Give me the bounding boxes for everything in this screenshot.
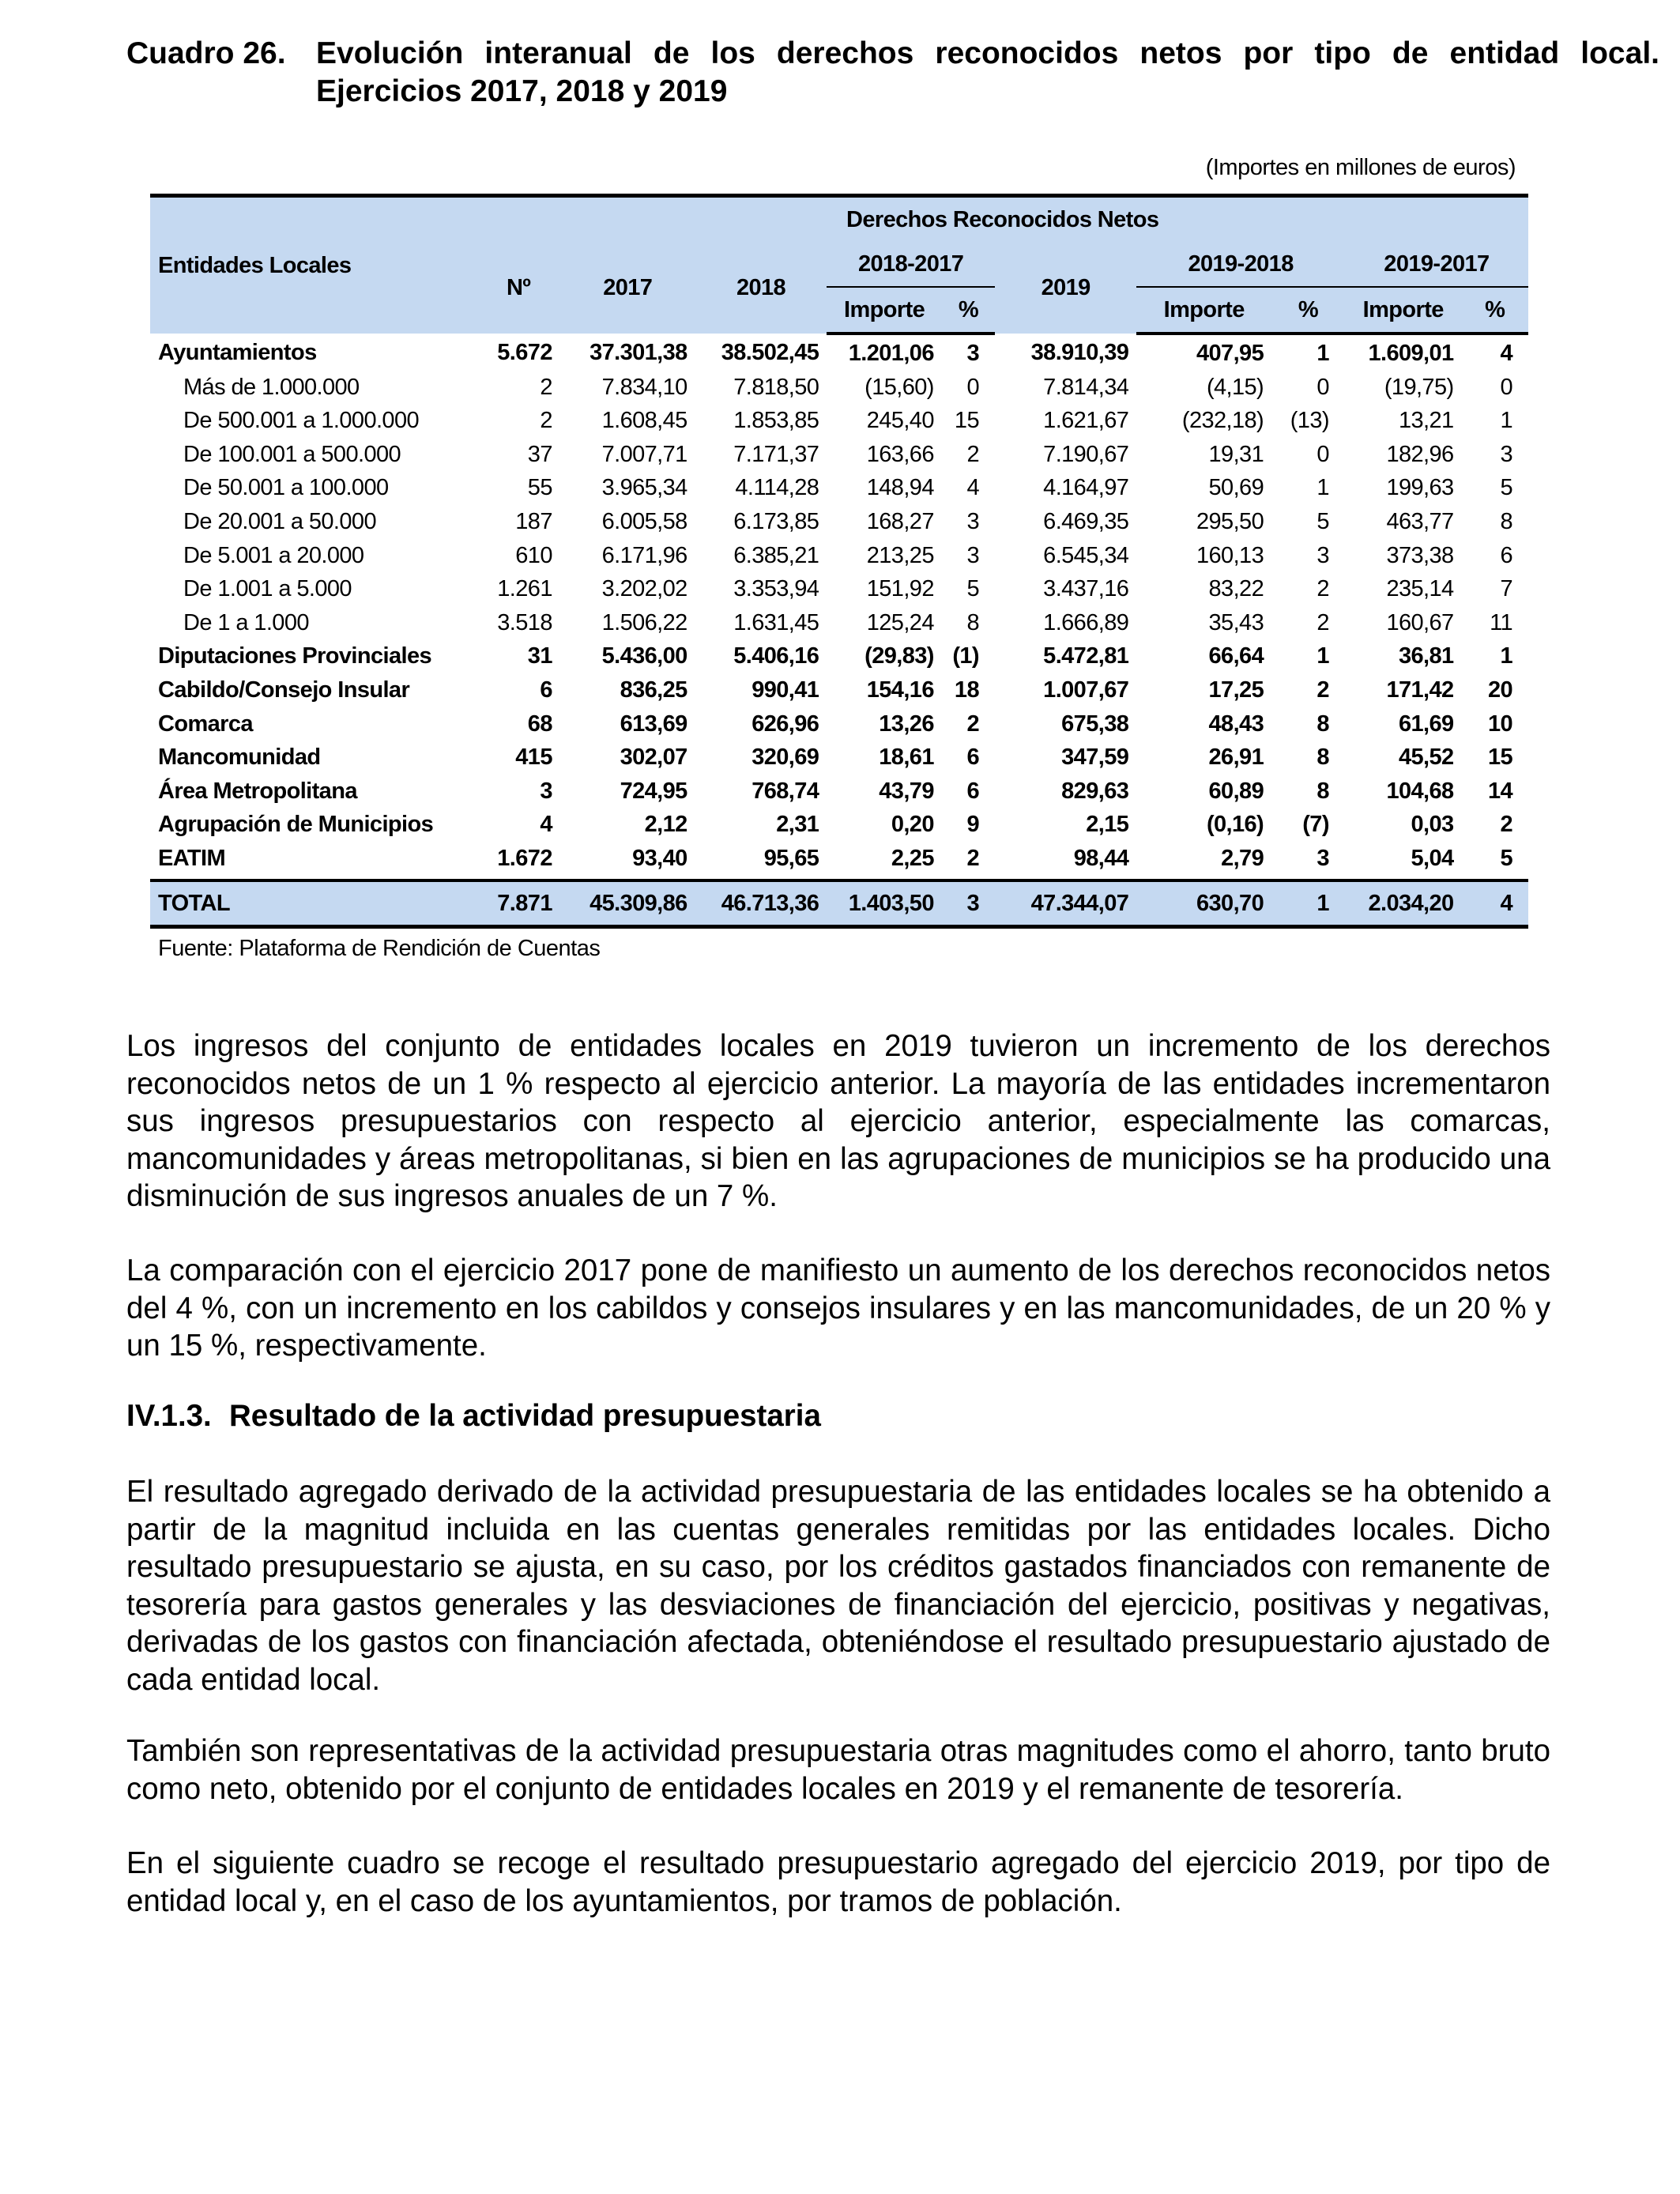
cell-importe-2018-2017: 1.403,50 [827,880,942,927]
cell-2017: 6.005,58 [601,508,687,534]
cell-pct-2019-2018: (13) [1290,408,1329,434]
cell-pct-2019-2017: 1 [1500,643,1512,669]
cell-importe-2019-2018: 83,22 [1208,576,1264,602]
cell-importe-2019-2017: (19,75) [1384,374,1454,400]
cell-2019: 98,44 [995,842,1136,880]
cell-pct-2019-2017: 4 [1500,341,1512,366]
cell-importe-2019-2018: 630,70 [1136,880,1271,927]
cell-pct-2018-2017: 8 [966,609,979,635]
cell-2017: 1.608,45 [601,408,687,434]
cell-importe-2019-2018: (232,18) [1181,408,1264,434]
cell-n: 5.672 [497,340,552,365]
cell-2019: 6.469,35 [1043,508,1129,534]
header-importe: Importe [827,287,942,334]
table-row [150,438,1528,472]
cell-n: 610 [515,542,552,568]
cell-name: Área Metropolitana [158,778,357,804]
cell-n: 2 [540,408,552,434]
caption-text: Evolución interanual de los derechos reconocidos netos por tipo de entidad local. Ejercicios 2017, 2018 y 2019 [316,36,1659,108]
cell-n: 4 [540,812,552,838]
header-2019: 2019 [995,242,1136,334]
cell-importe-2019-2017: 0,03 [1411,812,1454,838]
cell-pct-2019-2017: 6 [1500,542,1512,568]
cell-2017: 3.202,02 [601,576,687,602]
cell-importe-2019-2017: 2.034,20 [1345,880,1462,927]
cell-importe-2019-2018: 19,31 [1208,441,1264,467]
cell-2018: 1.853,85 [733,408,819,434]
cell-n: 3.518 [497,609,552,635]
header-entity: Entidades Locales [150,196,477,334]
cell-pct-2018-2017: 3 [966,542,979,568]
cell-2019: 6.545,34 [1043,542,1129,568]
cell-importe-2018-2017: 148,94 [866,475,934,501]
cell-importe-2019-2017: 1.609,01 [1368,341,1454,366]
cell-pct-2019-2018: 0 [1317,441,1329,467]
cell-pct-2018-2017: 15 [954,408,979,434]
cell-importe-2019-2018: 295,50 [1196,508,1264,534]
cell-2019: 38.910,39 [1030,340,1129,365]
section-title: Resultado de la actividad presupuestaria [229,1399,821,1433]
cell-n: 37 [527,441,552,467]
cell-pct-2019-2017: 3 [1500,441,1512,467]
table-source: Fuente: Plataforma de Rendición de Cuentas [158,936,601,961]
cell-n: 415 [515,745,552,771]
cell-pct-2019-2017: 2 [1500,812,1512,838]
cell-2017: 2,12 [644,812,687,838]
cell-importe-2018-2017: 245,40 [866,408,934,434]
paragraph: Los ingresos del conjunto de entidades locales en 2019 tuvieron un incremento de los derechos reconocidos netos de un 1 % respecto al ejercicio anterior. La mayoría de las entidades incrementaron sus ingresos presupuestarios con respecto al ejercicio anterior, especialmente las comarcas, mancomunidades y áreas metropolitanas, si bien en las agrupaciones de municipios se ha producido una disminución de sus ingresos anuales de un 7 %. [126,1029,1550,1213]
cell-pct-2019-2018: 3 [1271,842,1345,880]
cell-2019: 47.344,07 [995,880,1136,927]
paragraph: La comparación con el ejercicio 2017 pone de manifiesto un aumento de los derechos reconocidos netos del 4 %, con un incremento en los cabildos y consejos insulares y en las mancomunidades, de un 20 % y un 15 %, respectivamente. [126,1253,1550,1363]
table-row [150,371,1528,405]
cell-pct-2019-2017: 7 [1500,576,1512,602]
cell-name: Cabildo/Consejo Insular [158,677,410,703]
header-2019-2017: 2019-2017 [1345,242,1528,287]
cell-n: 68 [527,711,552,737]
units-note: (Importes en millones de euros) [1205,155,1516,180]
cell-importe-2019-2018: 2,79 [1136,842,1271,880]
cell-pct-2018-2017: 2 [966,441,979,467]
cell-name: De 100.001 a 500.000 [183,441,401,467]
cell-pct-2019-2017: 8 [1500,508,1512,534]
cell-importe-2019-2018: 60,89 [1208,778,1264,804]
table-row [150,842,1528,880]
cell-importe-2018-2017: 13,26 [879,711,934,737]
cell-pct-2018-2017: (1) [952,643,979,669]
cell-2017: 3.965,34 [601,475,687,501]
cell-pct-2018-2017: 3 [966,341,979,366]
cell-importe-2019-2017: 199,63 [1386,475,1454,501]
cell-pct-2019-2017: 14 [1487,778,1512,804]
header-2017: 2017 [560,242,695,334]
cell-2019: 2,15 [1086,812,1129,838]
cell-importe-2019-2017: 61,69 [1398,711,1454,737]
cell-2018: 320,69 [751,745,819,771]
table-row [150,334,1528,371]
cell-importe-2018-2017: 154,16 [866,677,934,703]
cell-n: 3 [540,778,552,804]
cell-pct-2019-2018: 2 [1317,609,1329,635]
header-2019-2018: 2019-2018 [1136,242,1345,287]
cell-pct-2019-2018: 3 [1317,542,1329,568]
cell-importe-2019-2018: 407,95 [1196,341,1264,366]
table-row [150,471,1528,505]
table-row [150,775,1528,809]
cell-pct-2019-2018: 2 [1317,576,1329,602]
table-row [150,505,1528,539]
cell-2019: 1.621,67 [1043,408,1129,434]
cell-name: De 5.001 a 20.000 [183,542,364,568]
cell-pct-2019-2018: 1 [1317,475,1329,501]
cell-pct-2018-2017: 2 [942,842,995,880]
cell-importe-2019-2017: 235,14 [1386,576,1454,602]
cell-name: De 20.001 a 50.000 [183,508,376,534]
cell-importe-2019-2017: 13,21 [1398,408,1454,434]
cell-2018: 2,31 [776,812,819,838]
cell-n: 55 [527,475,552,501]
cell-pct-2019-2018: 1 [1317,643,1329,669]
header-2018-2017: 2018-2017 [827,242,995,287]
cell-n: 1.261 [497,576,552,602]
cell-importe-2019-2018: 66,64 [1208,643,1264,669]
cell-importe-2018-2017: (15,60) [864,374,934,400]
cell-importe-2018-2017: 2,25 [827,842,942,880]
cell-importe-2019-2018: 26,91 [1208,745,1264,771]
cell-name: De 1.001 a 5.000 [183,576,352,602]
cell-2017: 93,40 [560,842,695,880]
cell-2019: 1.007,67 [1043,677,1129,703]
cell-2018: 5.406,16 [733,643,819,669]
cell-2019: 347,59 [1061,745,1129,771]
cell-name: TOTAL [150,880,477,927]
cell-pct-2018-2017: 3 [942,880,995,927]
cell-name: EATIM [150,842,477,880]
cell-pct-2019-2018: 8 [1317,778,1329,804]
cell-2019: 3.437,16 [1043,576,1129,602]
cell-2017: 7.007,71 [601,441,687,467]
cell-pct-2018-2017: 2 [966,711,979,737]
cell-2018: 46.713,36 [695,880,827,927]
cell-2017: 45.309,86 [560,880,695,927]
cell-2017: 6.171,96 [601,542,687,568]
cell-2019: 829,63 [1061,778,1129,804]
header-importe: Importe [1136,287,1271,334]
cell-2017: 724,95 [620,778,687,804]
cell-pct-2019-2018: 8 [1317,745,1329,771]
cell-2018: 6.385,21 [733,542,819,568]
cell-2017: 5.436,00 [601,643,687,669]
cell-importe-2018-2017: 151,92 [866,576,934,602]
rights-table [150,194,1528,929]
section-heading [126,1397,821,1435]
header-pct: % [942,287,995,334]
cell-importe-2019-2017: 104,68 [1386,778,1454,804]
cell-importe-2019-2017: 171,42 [1386,677,1454,703]
cell-2018: 38.502,45 [721,340,819,365]
cell-pct-2019-2018: 1 [1271,880,1345,927]
cell-n: 2 [540,374,552,400]
cell-2019: 4.164,97 [1043,475,1129,501]
table-row [150,707,1528,741]
table-row [150,539,1528,573]
cell-name: Ayuntamientos [158,340,317,365]
cell-2018: 626,96 [751,711,819,737]
cell-pct-2019-2018: 8 [1317,711,1329,737]
cell-pct-2018-2017: 0 [966,374,979,400]
cell-2018: 7.171,37 [733,441,819,467]
cell-n: 187 [515,508,552,534]
paragraph: El resultado agregado derivado de la actividad presupuestaria de las entidades locales se ha obtenido a partir de la magnitud incluida en las cuentas generales remitidas por las entidades locales. Dicho resultado presupuestario se ajusta, en su caso, por los créditos gastados financiados con remanente de tesorería para gastos generales y las desviaciones de financiación del ejercicio, positivas y negativas, derivadas de los gastos con financiación afectada, obteniéndose el resultado presupuestario ajustado de cada entidad local. [126,1475,1550,1697]
header-pct: % [1462,287,1528,334]
cell-pct-2018-2017: 9 [966,812,979,838]
cell-importe-2018-2017: 0,20 [891,812,934,838]
cell-2018: 768,74 [751,778,819,804]
cell-2019: 1.666,89 [1043,609,1129,635]
cell-importe-2019-2018: (4,15) [1206,374,1264,400]
cell-pct-2018-2017: 6 [966,778,979,804]
cell-pct-2019-2017: 11 [1490,609,1512,635]
cell-2019: 7.814,34 [1043,374,1129,400]
cell-pct-2019-2017: 4 [1462,880,1528,927]
cell-2018: 3.353,94 [733,576,819,602]
cell-importe-2019-2017: 45,52 [1398,745,1454,771]
cell-2018: 4.114,28 [735,475,819,501]
header-group: Derechos Reconocidos Netos [477,196,1528,243]
cell-importe-2019-2018: 50,69 [1208,475,1264,501]
cell-2018: 1.631,45 [733,609,819,635]
cell-importe-2019-2017: 5,04 [1345,842,1462,880]
table-row [150,572,1528,606]
table-row [150,639,1528,673]
cell-pct-2018-2017: 6 [966,745,979,771]
table-total-row [150,880,1528,927]
cell-importe-2018-2017: 168,27 [866,508,934,534]
cell-importe-2019-2018: 48,43 [1208,711,1264,737]
cell-2019: 675,38 [1061,711,1129,737]
cell-name: Más de 1.000.000 [183,374,360,400]
header-n: Nº [477,242,559,334]
cell-importe-2018-2017: (29,83) [864,643,934,669]
cell-importe-2019-2017: 182,96 [1386,441,1454,467]
cell-pct-2019-2018: 0 [1317,374,1329,400]
cell-importe-2018-2017: 213,25 [866,542,934,568]
table-row [150,606,1528,640]
cell-name: Mancomunidad [158,745,321,771]
cell-pct-2019-2018: 1 [1317,341,1329,366]
cell-pct-2018-2017: 4 [966,475,979,501]
cell-importe-2018-2017: 125,24 [866,609,934,635]
cell-importe-2019-2018: 17,25 [1208,677,1264,703]
cell-n: 6 [540,677,552,703]
cell-importe-2019-2017: 463,77 [1386,508,1454,534]
cell-pct-2019-2018: 2 [1317,677,1329,703]
section-number: IV.1.3. [126,1399,212,1433]
table-row [150,404,1528,438]
cell-importe-2018-2017: 18,61 [879,745,934,771]
cell-pct-2019-2018: 5 [1317,508,1329,534]
cell-2018: 95,65 [695,842,827,880]
table-body [150,334,1528,880]
cell-importe-2019-2018: 160,13 [1196,542,1264,568]
cell-2017: 7.834,10 [601,374,687,400]
cell-pct-2019-2017: 15 [1487,745,1512,771]
paragraph: También son representativas de la actividad presupuestaria otras magnitudes como el ahorro, tanto bruto como neto, obtenido por el conjunto de entidades locales en 2019 y el remanente de tesorería. [126,1734,1550,1806]
cell-n: 1.672 [477,842,559,880]
cell-2019: 5.472,81 [1043,643,1129,669]
cell-importe-2019-2018: (0,16) [1206,812,1264,838]
cell-2017: 1.506,22 [601,609,687,635]
cell-2017: 836,25 [620,677,687,703]
table-row [150,673,1528,707]
cell-pct-2018-2017: 5 [966,576,979,602]
cell-name: De 1 a 1.000 [183,609,309,635]
cell-importe-2019-2017: 160,67 [1386,609,1454,635]
table-row [150,741,1528,775]
cell-2017: 37.301,38 [590,340,687,365]
header-pct: % [1271,287,1345,334]
cell-n: 31 [527,643,552,669]
cell-pct-2019-2017: 5 [1462,842,1528,880]
cell-pct-2019-2017: 0 [1500,374,1512,400]
header-2018: 2018 [695,242,827,334]
cell-pct-2019-2017: 5 [1500,475,1512,501]
cell-importe-2018-2017: 43,79 [879,778,934,804]
cell-2019: 7.190,67 [1043,441,1129,467]
cell-pct-2019-2017: 10 [1487,711,1512,737]
cell-name: Comarca [158,711,253,737]
cell-pct-2018-2017: 3 [966,508,979,534]
cell-n: 7.871 [477,880,559,927]
cell-2018: 6.173,85 [733,508,819,534]
cell-2018: 7.818,50 [733,374,819,400]
cell-importe-2019-2017: 373,38 [1386,542,1454,568]
caption-number: Cuadro 26. [126,36,286,70]
cell-importe-2018-2017: 163,66 [866,441,934,467]
cell-pct-2019-2017: 20 [1487,677,1512,703]
cell-name: De 500.001 a 1.000.000 [183,408,420,434]
cell-2017: 302,07 [620,745,687,771]
cell-pct-2018-2017: 18 [954,677,979,703]
cell-pct-2019-2018: (7) [1302,812,1329,838]
cell-importe-2019-2018: 35,43 [1208,609,1264,635]
cell-importe-2018-2017: 1.201,06 [848,341,934,366]
cell-name: Agrupación de Municipios [158,812,434,838]
cell-2017: 613,69 [620,711,687,737]
cell-name: Diputaciones Provinciales [158,643,432,669]
cell-2018: 990,41 [751,677,819,703]
paragraph: En el siguiente cuadro se recoge el resultado presupuestario agregado del ejercicio 2019, por tipo de entidad local y, en el caso de los ayuntamientos, por tramos de población. [126,1846,1550,1918]
cell-importe-2019-2017: 36,81 [1398,643,1454,669]
cell-name: De 50.001 a 100.000 [183,475,389,501]
table-row [150,808,1528,842]
header-importe: Importe [1345,287,1462,334]
cell-pct-2019-2017: 1 [1500,408,1512,434]
